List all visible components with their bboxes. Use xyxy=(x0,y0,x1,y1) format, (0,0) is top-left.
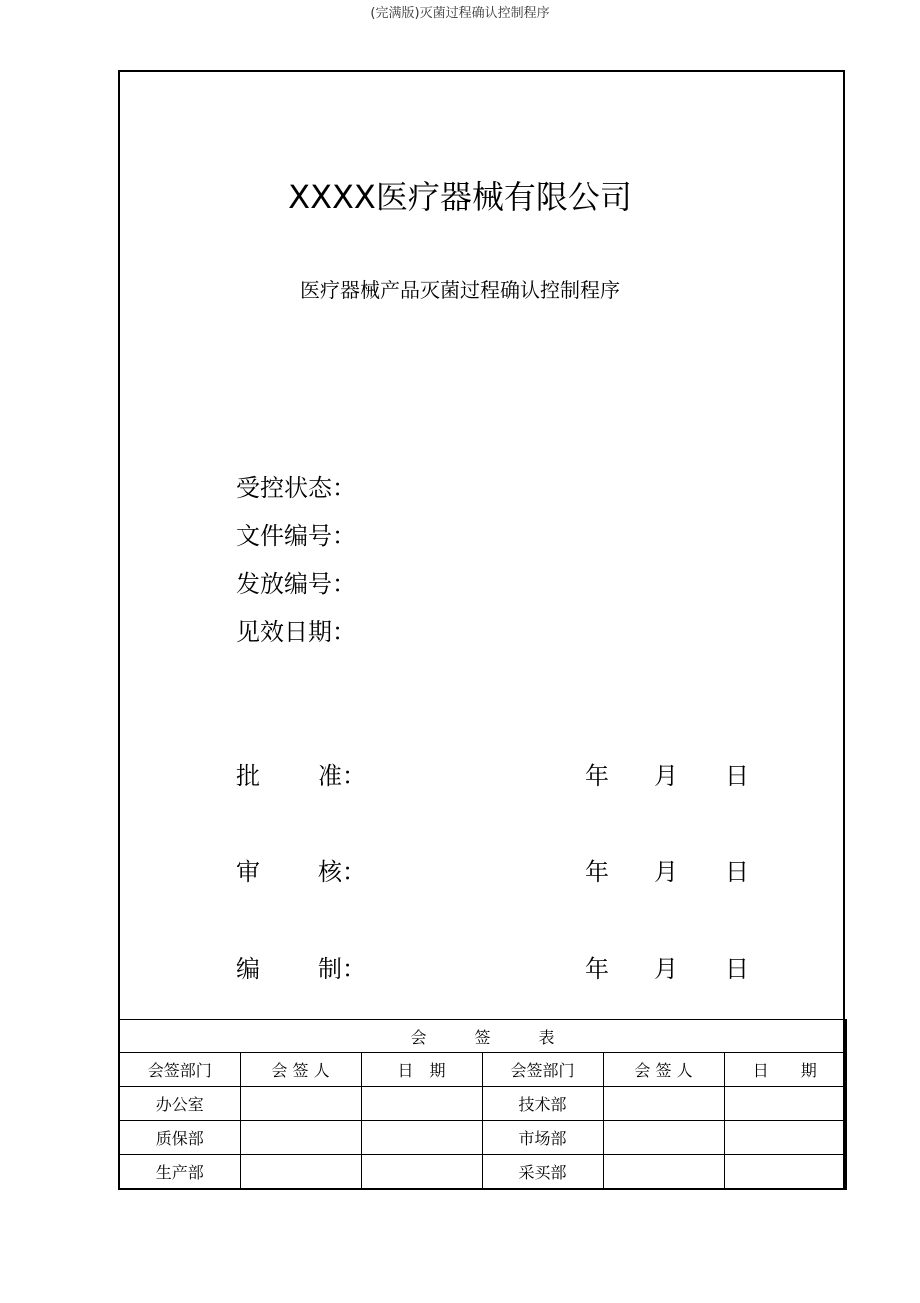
dept-cell: 质保部 xyxy=(119,1121,240,1155)
review-label-b: 核： xyxy=(318,858,366,886)
prepare-label-a: 编 xyxy=(236,955,260,983)
date-cell[interactable] xyxy=(361,1087,482,1121)
dept-cell: 办公室 xyxy=(119,1087,240,1121)
dept-cell: 市场部 xyxy=(482,1121,603,1155)
approval-row-review xyxy=(0,852,920,886)
running-header: (完满版)灭菌过程确认控制程序 xyxy=(370,6,550,21)
table-row xyxy=(119,1155,846,1190)
company-name: XXXX医疗器械有限公司 xyxy=(288,178,632,216)
approve-day: 日 xyxy=(725,762,749,790)
table-row xyxy=(119,1121,846,1155)
approve-label-b: 准： xyxy=(318,762,366,790)
review-month: 月 xyxy=(654,858,678,886)
signer-cell[interactable] xyxy=(603,1087,724,1121)
approval-row-prepare xyxy=(0,949,920,983)
countersign-table xyxy=(118,1019,847,1190)
signer-cell[interactable] xyxy=(603,1121,724,1155)
signer-cell[interactable] xyxy=(240,1087,361,1121)
header-dept-2: 会签部门 xyxy=(482,1053,603,1087)
date-cell[interactable] xyxy=(724,1155,846,1190)
approve-year: 年 xyxy=(585,762,609,790)
signer-cell[interactable] xyxy=(603,1155,724,1190)
date-cell[interactable] xyxy=(361,1121,482,1155)
prepare-day: 日 xyxy=(725,955,749,983)
prepare-year: 年 xyxy=(585,955,609,983)
table-row xyxy=(119,1087,846,1121)
approve-label-a: 批 xyxy=(236,762,260,790)
signer-cell[interactable] xyxy=(240,1155,361,1190)
review-day: 日 xyxy=(725,858,749,886)
date-cell[interactable] xyxy=(361,1155,482,1190)
date-cell[interactable] xyxy=(724,1121,846,1155)
table-header-row xyxy=(119,1053,846,1087)
document-title: 医疗器械产品灭菌过程确认控制程序 xyxy=(300,278,620,302)
dept-cell: 采买部 xyxy=(482,1155,603,1190)
approval-row-approve xyxy=(0,756,920,790)
header-dept-1: 会签部门 xyxy=(119,1053,240,1087)
dept-cell: 技术部 xyxy=(482,1087,603,1121)
issue-number-label: 发放编号： xyxy=(236,570,356,598)
prepare-month: 月 xyxy=(654,955,678,983)
review-year: 年 xyxy=(585,858,609,886)
controlled-status-label: 受控状态： xyxy=(236,474,356,502)
document-number-label: 文件编号： xyxy=(236,522,356,550)
prepare-label-b: 制： xyxy=(318,955,366,983)
header-signer-1: 会 签 人 xyxy=(240,1053,361,1087)
approve-month: 月 xyxy=(654,762,678,790)
header-date-1: 日 期 xyxy=(361,1053,482,1087)
review-label-a: 审 xyxy=(236,858,260,886)
date-cell[interactable] xyxy=(724,1087,846,1121)
signer-cell[interactable] xyxy=(240,1121,361,1155)
effective-date-label: 见效日期： xyxy=(236,618,356,646)
header-signer-2: 会 签 人 xyxy=(603,1053,724,1087)
dept-cell: 生产部 xyxy=(119,1155,240,1190)
header-date-2: 日 期 xyxy=(724,1053,846,1087)
table-caption: 会 签 表 xyxy=(119,1020,846,1053)
